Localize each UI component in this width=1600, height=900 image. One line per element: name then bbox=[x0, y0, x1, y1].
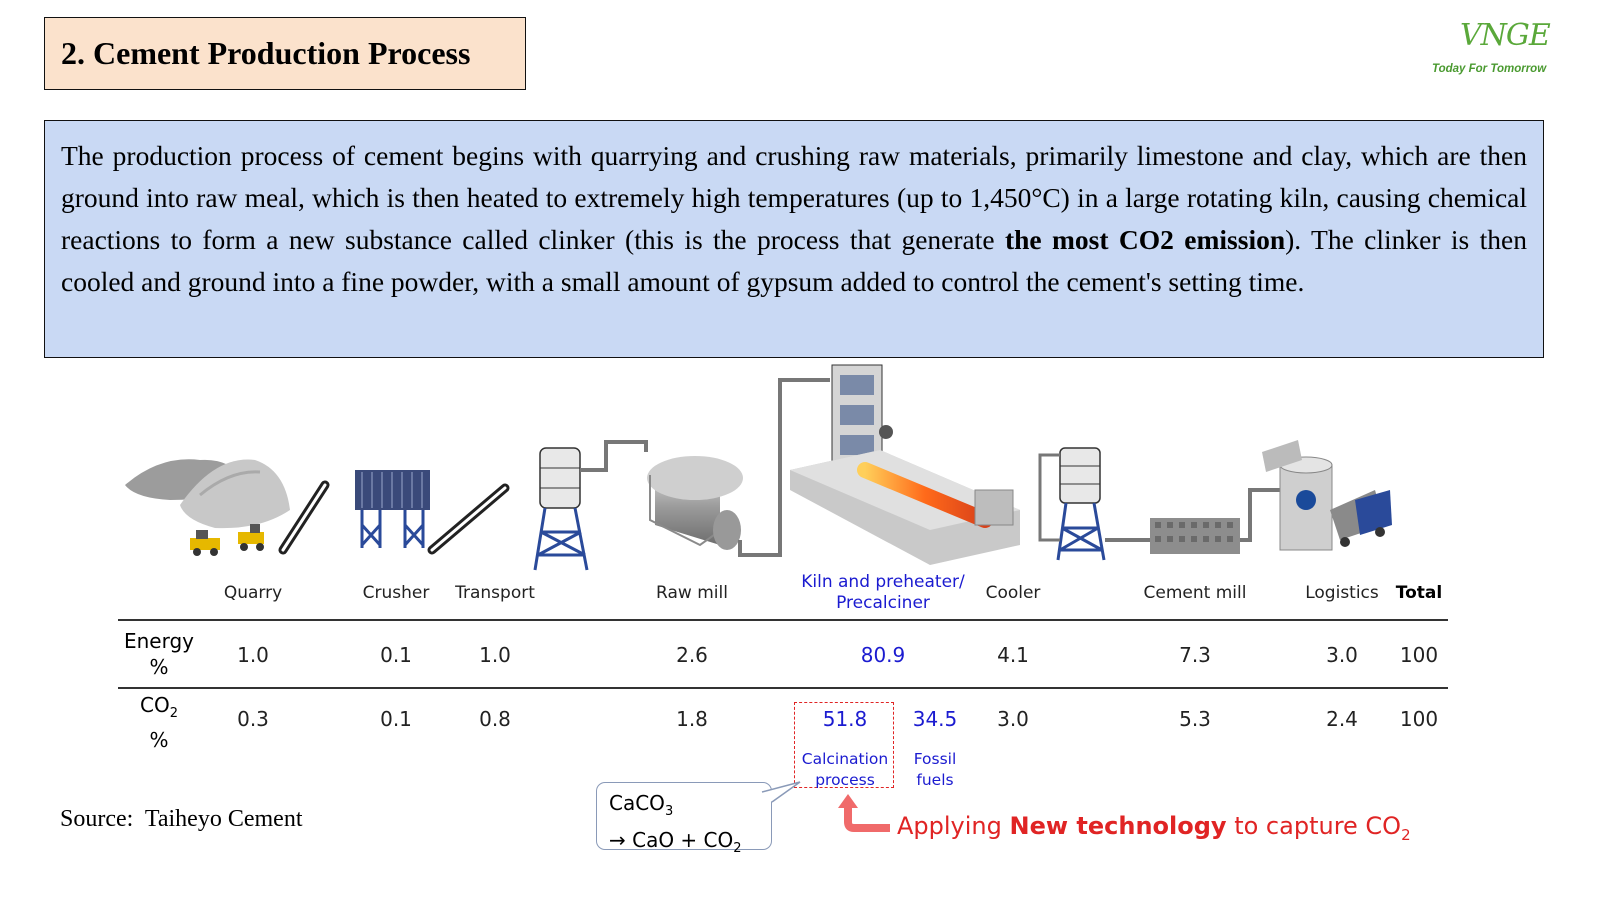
source-note: Source: Taiheyo Cement bbox=[60, 806, 303, 832]
quarry-icon bbox=[125, 459, 290, 556]
red-up-arrow-icon bbox=[832, 792, 892, 838]
stage-label-cement-mill: Cement mill bbox=[1143, 583, 1247, 603]
co2-row-label-text: CO bbox=[140, 693, 170, 717]
slide-title bbox=[44, 17, 526, 90]
energy-row-unit: % bbox=[149, 655, 169, 679]
co2-value-raw-mill: 1.8 bbox=[676, 707, 708, 731]
reaction-bubble bbox=[596, 782, 772, 856]
co2-row-label-sub: 2 bbox=[169, 706, 178, 721]
stage-label-raw-mill: Raw mill bbox=[656, 583, 728, 603]
stage-label-transport: Transport bbox=[455, 583, 535, 603]
reaction-line2-sub: 2 bbox=[733, 841, 742, 856]
logistics-icon bbox=[1262, 440, 1392, 550]
cooler-silo-icon bbox=[1040, 448, 1104, 560]
reaction-line2 bbox=[609, 826, 771, 863]
description-bold: the most CO2 emission bbox=[1004, 224, 1286, 255]
stage-label-kiln bbox=[801, 572, 965, 614]
vnge-logo bbox=[1430, 18, 1560, 82]
energy-value-crusher: 0.1 bbox=[380, 643, 412, 667]
energy-row-header bbox=[118, 628, 200, 680]
logo-tagline: Today For Tomorrow bbox=[1432, 63, 1547, 75]
co2-value-crusher: 0.1 bbox=[380, 707, 412, 731]
slide-title-text: 2. Cement Production Process bbox=[61, 35, 471, 71]
stage-label-kiln-line1: Kiln and preheater/ bbox=[801, 572, 965, 592]
fossil-sublabel-line2: fuels bbox=[916, 771, 954, 789]
description-box bbox=[44, 120, 1544, 358]
co2-value-cooler: 3.0 bbox=[997, 707, 1029, 731]
co2-value-transport: 0.8 bbox=[479, 707, 511, 731]
fossil-sublabel-line1: Fossil bbox=[913, 750, 957, 768]
co2-row-label bbox=[118, 692, 200, 727]
calcination-sublabel-line1: Calcination bbox=[801, 750, 889, 768]
co2-value-logistics: 2.4 bbox=[1326, 707, 1358, 731]
co2-row-header bbox=[118, 692, 200, 753]
reaction-line2-text: → CaO + CO bbox=[609, 828, 734, 852]
table-top-rule bbox=[118, 619, 1448, 621]
description-part2: ). The clinker is then cooled and ground into a fine powder, with a small amount of gypsum added to control the cement's setting time. bbox=[61, 224, 1527, 297]
tech-prefix: Applying bbox=[897, 812, 1010, 840]
calcination-sublabel-line2: process bbox=[815, 771, 875, 789]
stage-label-quarry: Quarry bbox=[223, 583, 283, 603]
transport-silo-icon bbox=[535, 448, 587, 570]
reaction-line1-text: CaCO bbox=[609, 791, 665, 815]
energy-value-raw-mill: 2.6 bbox=[676, 643, 708, 667]
table-mid-rule bbox=[118, 687, 1448, 689]
fossil-fuels-sublabel bbox=[914, 749, 957, 791]
co2-value-calcination: 51.8 bbox=[822, 707, 868, 731]
energy-row-label: Energy bbox=[123, 629, 195, 653]
capture-technology-note bbox=[897, 812, 1411, 844]
stage-label-logistics: Logistics bbox=[1305, 583, 1379, 603]
energy-value-cooler: 4.1 bbox=[997, 643, 1029, 667]
description-part1: The production process of cement begins with quarrying and crushing raw materials, primarily limestone and clay, which are then ground into raw meal, which is then heated to extremely high temperatures (up to 1,450°C) in a large rotating kiln, causing chemical reactions to form a new substance called clinker (this is the process that generate bbox=[61, 140, 1527, 255]
stage-label-kiln-line2: Precalciner bbox=[836, 593, 930, 613]
cement-plant-illustration bbox=[0, 360, 1600, 580]
co2-value-total: 100 bbox=[1399, 707, 1439, 731]
stage-label-cooler: Cooler bbox=[985, 583, 1041, 603]
energy-value-transport: 1.0 bbox=[479, 643, 511, 667]
cement-mill-icon bbox=[1150, 518, 1240, 554]
logo-mark: VNGE bbox=[1460, 18, 1550, 53]
co2-value-cement-mill: 5.3 bbox=[1179, 707, 1211, 731]
reaction-line1-sub: 3 bbox=[664, 804, 674, 819]
stage-label-total: Total bbox=[1395, 583, 1443, 603]
co2-value-fossil-fuels: 34.5 bbox=[912, 707, 958, 731]
raw-mill-icon bbox=[647, 456, 743, 550]
energy-value-cement-mill: 7.3 bbox=[1179, 643, 1211, 667]
tech-bold: New technology bbox=[1009, 812, 1227, 840]
co2-row-unit: % bbox=[149, 728, 169, 752]
conveyor-icon bbox=[283, 485, 325, 550]
crusher-icon bbox=[355, 470, 430, 548]
stage-label-crusher: Crusher bbox=[362, 583, 430, 603]
kiln-icon bbox=[790, 450, 1020, 565]
calcination-sublabel bbox=[802, 749, 888, 791]
tech-suffix: to capture CO bbox=[1226, 812, 1402, 840]
energy-value-quarry: 1.0 bbox=[237, 643, 269, 667]
energy-value-logistics: 3.0 bbox=[1326, 643, 1358, 667]
co2-value-quarry: 0.3 bbox=[237, 707, 269, 731]
energy-value-kiln: 80.9 bbox=[860, 643, 906, 667]
energy-value-total: 100 bbox=[1399, 643, 1439, 667]
reaction-line1 bbox=[609, 789, 771, 826]
bubble-pointer bbox=[760, 770, 810, 810]
tech-sub: 2 bbox=[1401, 825, 1411, 844]
